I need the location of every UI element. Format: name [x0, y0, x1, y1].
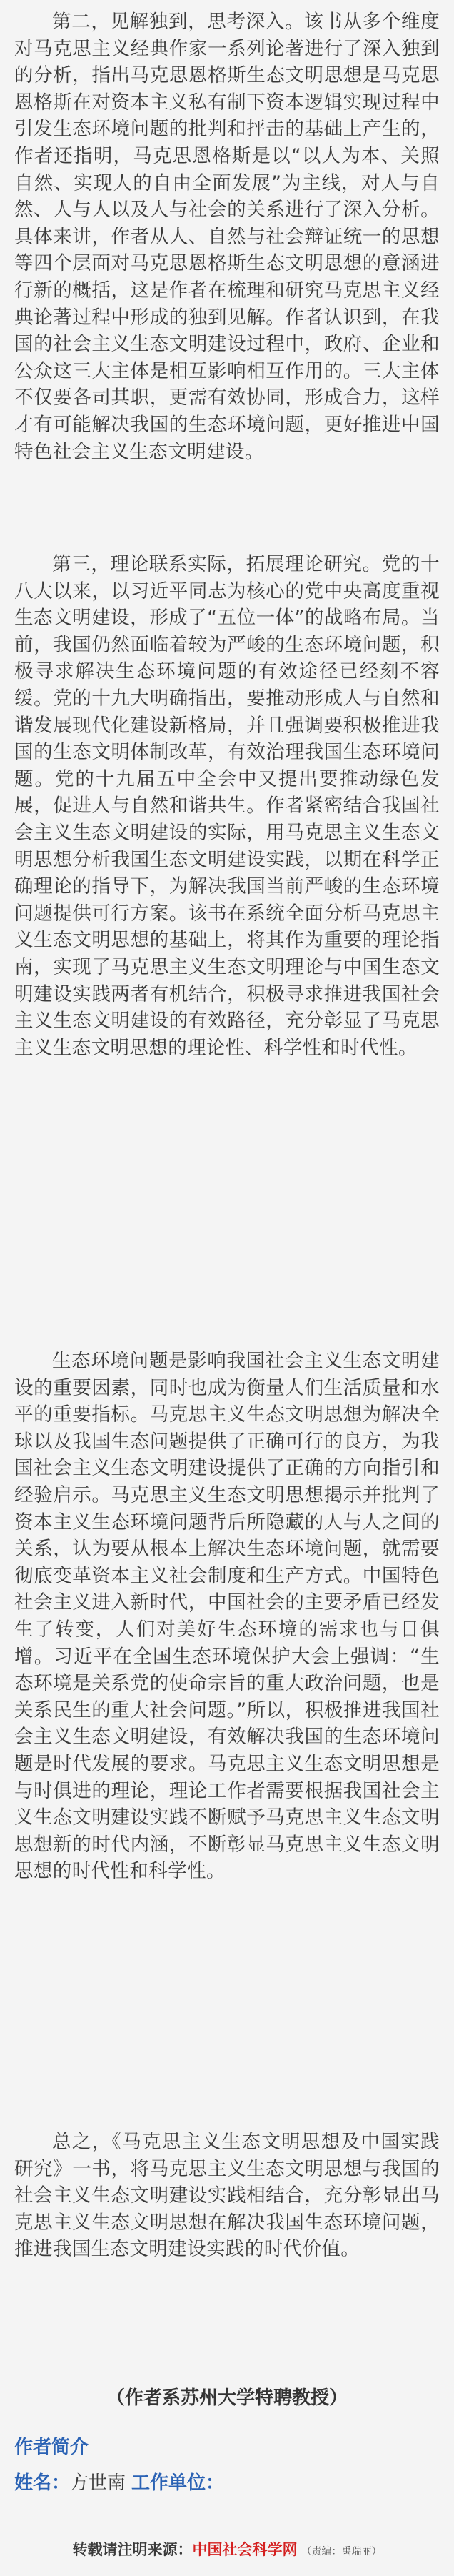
author-affiliation: （作者系苏州大学特聘教授）: [106, 2387, 348, 2409]
author-name-label: 姓名：: [14, 2472, 71, 2494]
editor-note: （责编：禹瑞丽）: [301, 2546, 382, 2557]
paragraph-2: 第三，理论联系实际，拓展理论研究。党的十八大以来，以习近平同志为核心的党中央高度重视生态文明建设，形成了“五位一体”的战略布局。当前，我国仍然面临着较为严峻的生态环境问题，积极寻求解决生态环境问题的有效途径已经刻不容缓。党的十九大明确指出，要推动形成人与自然和谐发展现代化建设新格局，并且强调要积极推进我国的生态文明体制改革，有效治理我国生态环境问题。党的十九届五中全会中又提出要推动绿色发展，促进人与自然和谐共生。作者紧密结合我国社会主义生态文明建设的实际，用马克思主义生态文明思想分析我国生态文明建设实践，以期在科学正确理论的指导下，为解决我国当前严峻的生态环境问题提供可行方案。该书在系统全面分析马克思主义生态文明思想的基础上，将其作为重要的理论指南，实现了马克思主义生态文明理论与中国生态文明建设实践两者有机结合，积极寻求推进我国社会主义生态文明建设的有效路径，充分彰显了马克思主义生态文明思想的理论性、科学性和时代性。: [14, 553, 440, 1059]
paragraph-4: 总之，《马克思主义生态文明思想及中国实践研究》一书，将马克思主义生态文明思想与我国的社会主义生态文明建设实践相结合，充分彰显出马克思主义生态文明思想在解决我国生态环境问题，推进我国生态文明建设实践的时代价值。: [14, 2131, 440, 2261]
paragraph-3: 生态环境问题是影响我国社会主义生态文明建设的重要因素，同时也成为衡量人们生活质量和水平的重要指标。马克思主义生态文明思想为解决全球以及我国生态问题提供了正确可行的良方，为我国社会主义生态文明建设提供了正确的方向指引和经验启示。马克思主义生态文明思想揭示并批判了资本主义生态环境问题背后所隐藏的人与人之间的关系，认为要从根本上解决生态环境问题，就需要彻底变革资本主义社会制度和生产方式。中国特色社会主义进入新时代，中国社会的主要矛盾已经发生了转变，人们对美好生态环境的需求也与日俱增。习近平在全国生态环境保护大会上强调：“生态环境是关系党的使命宗旨的重大政治问题，也是关系民生的重大社会问题。”所以，积极推进我国社会主义生态文明建设，有效解决我国的生态环境问题是时代发展的要求。马克思主义生态文明思想是与时俱进的理论，理论工作者需要根据我国社会主义生态文明建设实践不断赋予马克思主义生态文明思想新的时代内涵，不断彰显马克思主义生态文明思想的时代性和科学性。: [14, 1350, 440, 1883]
source-label: 转载请注明来源：: [72, 2541, 193, 2558]
paragraph-1: 第二，见解独到，思考深入。该书从多个维度对马克思主义经典作家一系列论著进行了深入独到的分析，指出马克思恩格斯生态文明思想是马克思恩格斯在对资本主义私有制下资本逻辑实现过程中引发生态环境问题的批判和抨击的基础上产生的，作者还指明，马克思恩格斯是以“以人为本、关照自然、实现人的自由全面发展”为主线，对人与自然、人与人以及人与社会的关系进行了深入分析。具体来讲，作者从人、自然与社会辩证统一的思想等四个层面对马克思恩格斯生态文明思想的意涵进行新的概括，这是作者在梳理和研究马克思主义经典论著过程中形成的独到见解。作者认识到，在我国的社会主义生态文明建设过程中，政府、企业和公众这三大主体是相互影响相互作用的。三大主体不仅要各司其职，更需有效协同，形成合力，这样才有可能解决我国的生态环境问题，更好推进中国特色社会主义生态文明建设。: [14, 11, 440, 463]
author-bio-line: [14, 2471, 224, 2495]
author-bio-heading: 作者简介: [14, 2437, 89, 2458]
work-unit-label: 工作单位：: [131, 2472, 225, 2494]
source-footer: [0, 2540, 454, 2562]
source-link[interactable]: 中国社会科学网: [192, 2541, 298, 2558]
author-name-value: 方世南: [70, 2472, 126, 2494]
